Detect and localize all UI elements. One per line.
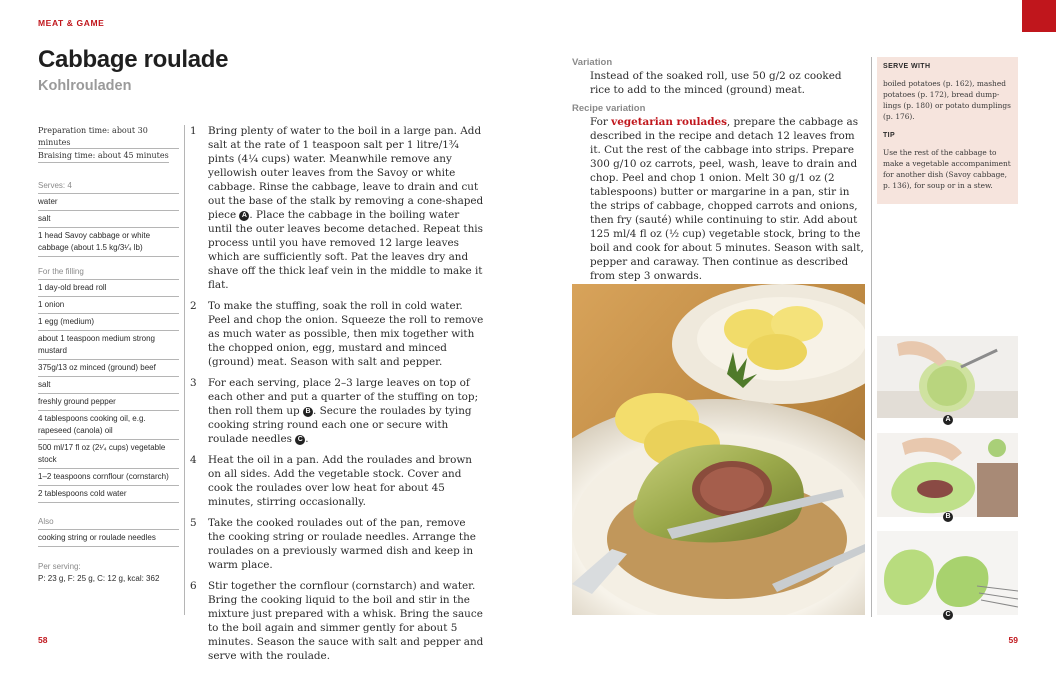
filling-item: 375g/13 oz minced (ground) beef bbox=[38, 360, 179, 377]
recipe-subtitle: Kohlrouladen bbox=[38, 78, 132, 94]
step-number: 2 bbox=[190, 300, 197, 312]
tip-text: Use the rest of the cabbage to make a vegetable accompaniment for another dish (Savoy cabbage, p. 136), for soup or in a stew. bbox=[883, 148, 1011, 190]
serve-with-heading: SERVE WITH bbox=[883, 63, 931, 70]
serve-with-text: boiled potatoes (p. 162), mashed potatoes (p. 172), bread dumplings (p. 180) or potato dumplings (p. 176). bbox=[883, 79, 1011, 121]
filling-item: 1–2 teaspoons cornflour (cornstarch) bbox=[38, 469, 179, 486]
filling-item: about 1 teaspoon medium strong mustard bbox=[38, 331, 179, 360]
step-text: Stir together the cornflour (cornstarch) and water. Bring the cooking liquid to the boil and stir in the mixture just prepared with a whisk. Bring the sauce to the boil again and simmer gently for about 5 minutes. Season the sauce with salt and pepper and serve with the roulade. bbox=[208, 580, 484, 662]
photo-label-c: C bbox=[943, 610, 953, 620]
step-item bbox=[190, 299, 485, 369]
step-item bbox=[190, 516, 485, 572]
photo-marker-a: A bbox=[239, 211, 249, 221]
step-photo-c bbox=[877, 531, 1018, 615]
variation-highlight: vegetarian roulades bbox=[611, 116, 727, 128]
step-number: 3 bbox=[190, 377, 197, 389]
step-text: To make the stuffing, soak the roll in cold water. Peel and chop the onion. Squeeze the roll to remove as much water as possible, then mix together with the chopped onion, egg, mustard and minced (ground) meat. Season with salt and pepper. bbox=[208, 300, 484, 368]
also-heading: Also bbox=[38, 517, 179, 530]
page-number-right: 59 bbox=[1008, 635, 1018, 645]
step-item bbox=[190, 376, 485, 446]
photo-label-b: B bbox=[943, 512, 953, 522]
step-text: . bbox=[305, 433, 309, 445]
filling-item: 1 egg (medium) bbox=[38, 314, 179, 331]
tip-heading: TIP bbox=[883, 132, 896, 139]
variation-body: , prepare the cabbage as described in the recipe and detach 12 leaves from it. Cut the rest of the cabbage into strips. Prepare 300 g/10 oz carrots, peel, wash, leave to drain and chop. Peel and chop 1 onion. Melt 30 g/1 oz (2 tablespoons) butter or margarine in a pan, stir in the strips of cabbage, chopped carrots and onions, then fry (sauté) while continuing to stir. Add about 125 ml/4 fl oz (½ cup) vegetable stock, bring to the boil and cook for about 5 minutes. Season with salt, pepper and caraway. Then continue as described from step 3 onwards. bbox=[590, 116, 864, 282]
page-number-left: 58 bbox=[38, 635, 48, 645]
filling-item: freshly ground pepper bbox=[38, 394, 179, 411]
step-text: . Place the cabbage in the boiling water until the outer leaves become detached. Repeat this process until you have removed 12 large leaves which are sufficiently soft. Pat the leaves dry and shave off the thick leaf vein in the middle to make it flat. bbox=[208, 209, 483, 291]
step-item bbox=[190, 124, 485, 292]
step-text: . Secure the roulades by tying cooking string round each one or secure with roulade needles bbox=[208, 405, 472, 445]
step-item bbox=[190, 453, 485, 509]
filling-heading: For the filling bbox=[38, 267, 179, 280]
also-item: cooking string or roulade needles bbox=[38, 530, 179, 547]
filling-item: 4 tablespoons cooking oil, e.g. rapeseed (canola) oil bbox=[38, 411, 179, 440]
braise-time: Braising time: about 45 minutes bbox=[38, 150, 169, 163]
times-block bbox=[38, 125, 179, 164]
step-number: 1 bbox=[190, 125, 197, 137]
section-tab bbox=[1022, 0, 1056, 32]
serves-label: Serves: 4 bbox=[38, 181, 179, 194]
step-text: Heat the oil in a pan. Add the roulades and brown on all sides. Add the vegetable stock. Cover and cook the roulades over low heat for about 45 minutes, stirring occasionally. bbox=[208, 454, 472, 508]
main-dish-photo bbox=[572, 284, 865, 615]
step-text: For each serving, place 2–3 large leaves on top of each other and put a quarter of the stuffing on top; then roll them up bbox=[208, 377, 479, 417]
step-item bbox=[190, 579, 485, 663]
variation-lead: For bbox=[590, 116, 612, 128]
filling-item: 1 onion bbox=[38, 297, 179, 314]
recipe-variation-heading: Recipe variation bbox=[572, 103, 646, 114]
prep-time: Preparation time: about 30 minutes bbox=[38, 125, 179, 149]
ingredient-item: salt bbox=[38, 211, 179, 228]
ingredients-column bbox=[38, 125, 179, 585]
filling-item: 2 tablespoons cold water bbox=[38, 486, 179, 503]
step-number: 5 bbox=[190, 517, 197, 529]
ingredient-item: water bbox=[38, 194, 179, 211]
photo-marker-c: C bbox=[295, 435, 305, 445]
step-text: Take the cooked roulades out of the pan, remove the cooking string or roulade needles. Arrange the roulades on a previously warmed dish and keep in warm place. bbox=[208, 517, 476, 571]
column-divider bbox=[184, 125, 185, 615]
serve-with-box bbox=[877, 57, 1018, 204]
variations-block bbox=[572, 57, 864, 289]
ingredient-item: 1 head Savoy cabbage or white cabbage (about 1.5 kg/3¹⁄₄ lb) bbox=[38, 228, 179, 257]
photo-marker-b: B bbox=[303, 407, 313, 417]
method-steps bbox=[190, 124, 485, 670]
recipe-variation-text bbox=[572, 115, 864, 283]
filling-item: salt bbox=[38, 377, 179, 394]
recipe-title: Cabbage roulade bbox=[38, 46, 229, 73]
step-photo-a bbox=[877, 336, 1018, 418]
per-serving-values: P: 23 g, F: 25 g, C: 12 g, kcal: 362 bbox=[38, 573, 160, 583]
step-number: 4 bbox=[190, 454, 197, 466]
step-photo-b bbox=[877, 433, 1018, 517]
variation-heading: Variation bbox=[572, 57, 613, 68]
step-text: Bring plenty of water to the boil in a large pan. Add salt at the rate of 1 teaspoon salt per 1 litre/1¾ pints (4¼ cups) water. Meanwhile remove any yellowish outer leaves from the Savoy or white cabbage. Rinse the cabbage, leave to drain and cut out the base of the stalk by removing a cone-shaped piece bbox=[208, 125, 484, 221]
column-divider-right bbox=[871, 57, 872, 617]
filling-item: 1 day-old bread roll bbox=[38, 280, 179, 297]
per-serving-heading: Per serving: bbox=[38, 561, 81, 571]
section-label: MEAT & GAME bbox=[38, 18, 105, 28]
step-number: 6 bbox=[190, 580, 197, 592]
filling-item: 500 ml/17 fl oz (2¹⁄₄ cups) vegetable stock bbox=[38, 440, 179, 469]
variation-text: Instead of the soaked roll, use 50 g/2 oz cooked rice to add to the minced (ground) meat. bbox=[590, 70, 842, 96]
photo-label-a: A bbox=[943, 415, 953, 425]
